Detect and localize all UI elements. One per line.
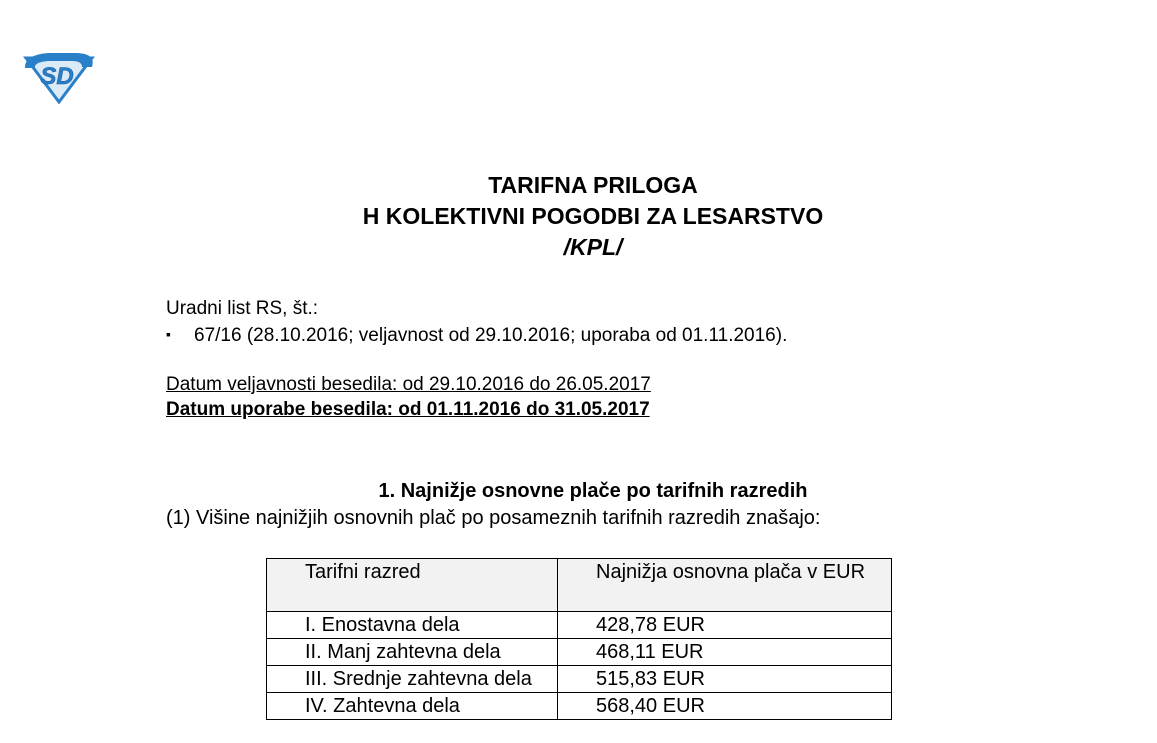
table-header-class: Tarifni razred [267, 559, 558, 612]
table-header-row [267, 559, 892, 612]
section-heading: 1. Najnižje osnovne plače po tarifnih razredih [378, 480, 808, 502]
section-intro: (1) Višine najnižjih osnovnih plač po posameznih tarifnih razredih znašajo: [166, 507, 821, 529]
table-cell-class: I. Enostavna dela [267, 612, 558, 639]
table-cell-class: IV. Zahtevna dela [267, 693, 558, 720]
application-date-text: Datum uporabe besedila: od 01.11.2016 do 31.05.2017 [166, 399, 650, 420]
sd-union-logo-icon [22, 48, 96, 104]
logo-letters: SD [40, 63, 74, 90]
title-line-2: H KOLEKTIVNI POGODBI ZA LESARSTVO [362, 203, 824, 229]
table-row [267, 693, 892, 720]
table-cell-wage: 428,78 EUR [558, 612, 892, 639]
bullet-icon: ▪ [166, 326, 171, 342]
validity-date-text: Datum veljavnosti besedila: od 29.10.2016 do 26.05.2017 [166, 374, 651, 395]
sd-union-logo [22, 48, 96, 104]
table-cell-wage: 568,40 EUR [558, 693, 892, 720]
table-cell-class: II. Manj zahtevna dela [267, 639, 558, 666]
table-header-wage: Najnižja osnovna plača v EUR [558, 559, 892, 612]
wage-table [266, 558, 892, 720]
table-row [267, 612, 892, 639]
table-cell-wage: 468,11 EUR [558, 639, 892, 666]
gazette-label: Uradni list RS, št.: [166, 298, 319, 319]
document-title [0, 170, 1157, 263]
table-cell-class: III. Srednje zahtevna dela [267, 666, 558, 693]
table-row [267, 666, 892, 693]
title-line-1: TARIFNA PRILOGA [488, 172, 698, 198]
gazette-item-text: 67/16 (28.10.2016; veljavnost od 29.10.2016; uporaba od 01.11.2016). [194, 325, 788, 346]
gazette-list-item [166, 322, 787, 348]
table-cell-wage: 515,83 EUR [558, 666, 892, 693]
title-line-3: /KPL/ [563, 234, 623, 260]
table-row [267, 639, 892, 666]
